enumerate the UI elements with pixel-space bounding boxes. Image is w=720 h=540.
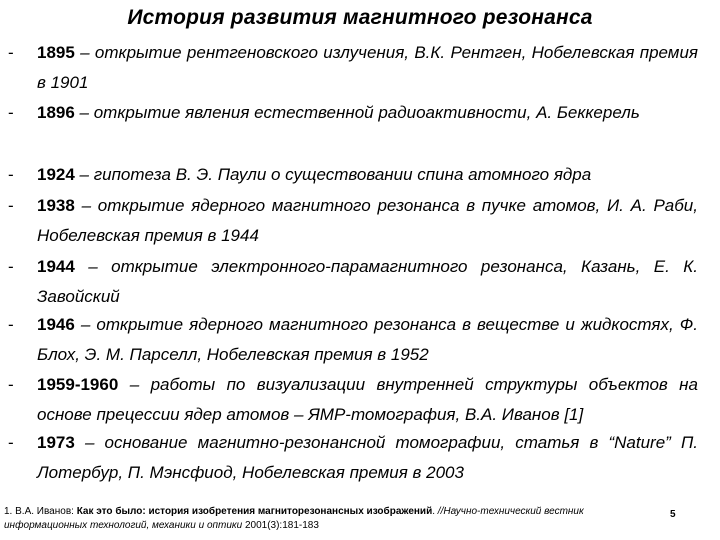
footnote-title: Как это было: история изобретения магниторезонансных изображений [76, 506, 433, 517]
footnote [4, 505, 664, 533]
item-text: – открытие рентгеновского излучения, В.К. Рентген, Нобелевская премия в 1901 [37, 43, 698, 92]
item-text: – открытие ядерного магнитного резонанса в пучке атомов, И. А. Раби, Нобелевская премия в 1944 [37, 196, 698, 245]
page-title: История развития магнитного резонанса [127, 6, 593, 29]
item-text: – открытие явления естественной радиоактивности, А. Беккерель [74, 103, 640, 122]
item-text: – основание магнитно-резонансной томографии, статья в “Nature” П. Лотербур, П. Мэнсфиод, Нобелевская премия в 2003 [37, 433, 698, 482]
bullet-dash: - [8, 196, 14, 215]
item-text: – гипотеза В. Э. Паули о существовании спина атомного ядра [74, 165, 592, 184]
item-year: 1895 [37, 43, 75, 62]
item-year: 1944 [37, 257, 75, 276]
item-year: 1924 [37, 165, 75, 184]
footnote-prefix: 1. В.А. Иванов: [4, 506, 77, 517]
bullet-dash: - [8, 165, 14, 184]
item-year: 1973 [37, 433, 75, 452]
bullet-dash: - [8, 315, 14, 334]
page-number: 5 [670, 509, 676, 520]
bullet-dash: - [8, 103, 14, 122]
footnote-issue: 2001(3):181-183 [242, 520, 319, 531]
bullet-dash: - [8, 375, 14, 394]
footnote-journal: //Научно-технический вестник информационных технологий, механики и оптики [4, 506, 584, 531]
bullet-dash: - [8, 43, 14, 62]
item-year: 1896 [37, 103, 75, 122]
item-year: 1938 [37, 196, 75, 215]
bullet-dash: - [8, 433, 14, 452]
bullet-dash: - [8, 257, 14, 276]
item-text: – открытие электронного-парамагнитного резонанса, Казань, Е. К. Завойский [37, 257, 698, 306]
footnote-separator: . [432, 506, 438, 517]
item-year: 1946 [37, 315, 75, 334]
item-year: 1959-1960 [37, 375, 119, 394]
item-text: – работы по визуализации внутренней структуры объектов на основе прецессии ядер атомов – ЯМР-томография, В.А. Иванов [1] [37, 375, 698, 424]
item-text: – открытие ядерного магнитного резонанса в веществе и жидкостях, Ф. Блох, Э. М. Парселл, Нобелевская премия в 1952 [37, 315, 698, 364]
